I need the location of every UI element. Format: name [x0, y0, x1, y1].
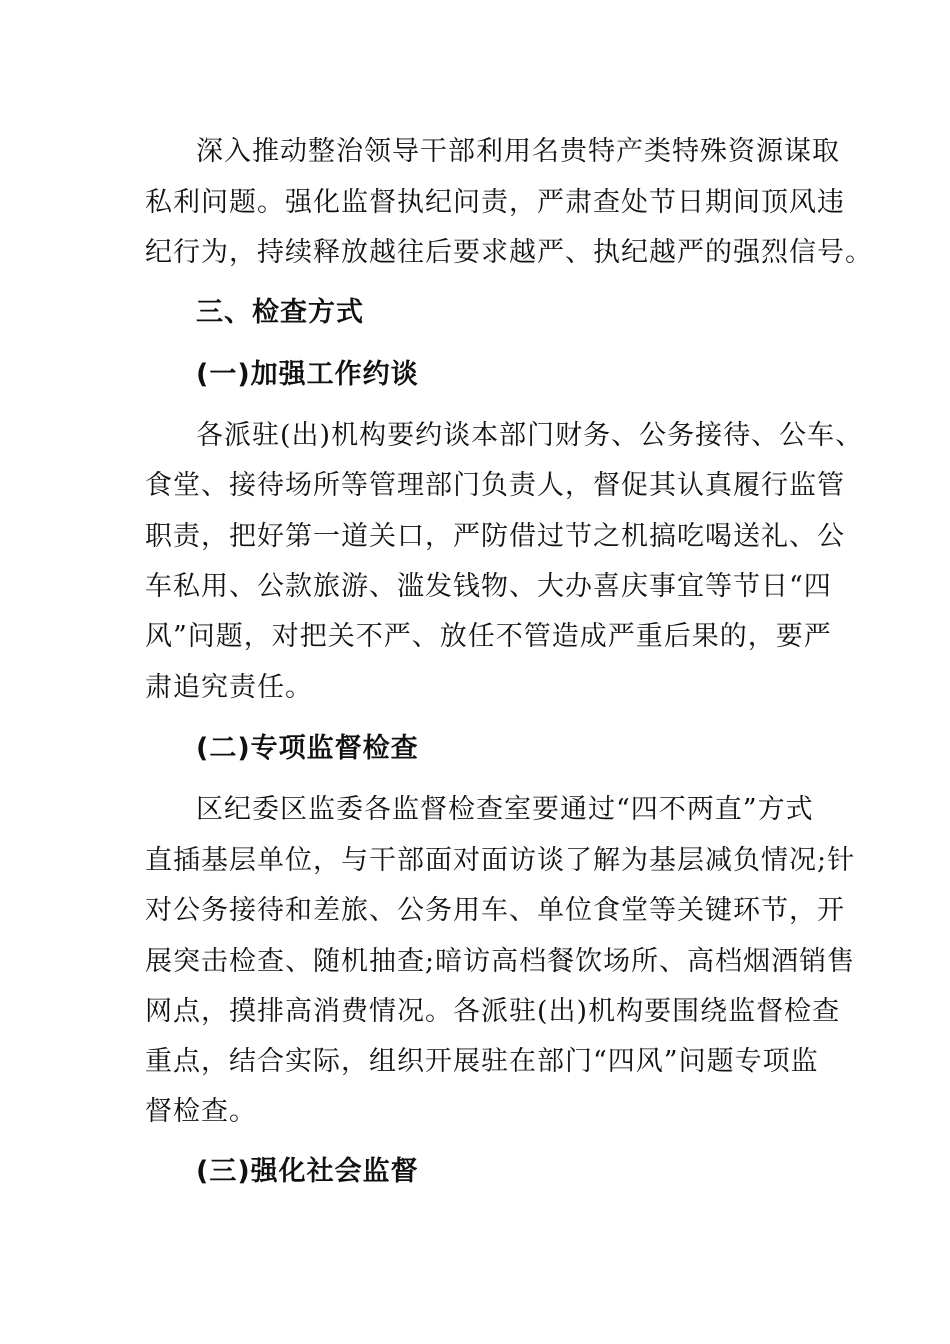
paragraph-line: 展突击检查、随机抽查;暗访高档餐饮场所、高档烟酒销售: [145, 946, 856, 977]
subsection-heading: (一)加强工作约谈: [196, 359, 419, 390]
paragraph-line: 网点，摸排高消费情况。各派驻(出)机构要围绕监督检查: [145, 996, 841, 1027]
paragraph-line: 食堂、接待场所等管理部门负责人，督促其认真履行监管: [145, 470, 845, 501]
paragraph-line: 各派驻(出)机构要约谈本部门财务、公务接待、公车、: [196, 420, 864, 451]
paragraph-line: 肃追究责任。: [145, 672, 313, 703]
paragraph-line: 车私用、公款旅游、滥发钱物、大办喜庆事宜等节日“四: [145, 571, 832, 602]
paragraph-line: 私利问题。强化监督执纪问责，严肃查处节日期间顶风违: [145, 187, 845, 218]
paragraph-line: 直插基层单位，与干部面对面访谈了解为基层减负情况;针: [145, 845, 856, 876]
paragraph-line: 区纪委区监委各监督检查室要通过“四不两直”方式: [196, 794, 814, 825]
paragraph-line: 风”问题，对把关不严、放任不管造成严重后果的，要严: [145, 621, 832, 652]
subsection-heading: (三)强化社会监督: [196, 1156, 419, 1187]
paragraph-line: 深入推动整治领导干部利用名贵特产类特殊资源谋取: [196, 136, 840, 167]
section-heading: 三、检查方式: [196, 297, 364, 328]
paragraph-line: 职责，把好第一道关口，严防借过节之机搞吃喝送礼、公: [145, 521, 845, 552]
paragraph-line: 纪行为，持续释放越往后要求越严、执纪越严的强烈信号。: [145, 237, 873, 268]
paragraph-line: 督检查。: [145, 1096, 257, 1127]
paragraph-line: 重点，结合实际，组织开展驻在部门“四风”问题专项监: [145, 1046, 819, 1077]
paragraph-line: 对公务接待和差旅、公务用车、单位食堂等关键环节，开: [145, 895, 845, 926]
subsection-heading: (二)专项监督检查: [196, 733, 419, 764]
